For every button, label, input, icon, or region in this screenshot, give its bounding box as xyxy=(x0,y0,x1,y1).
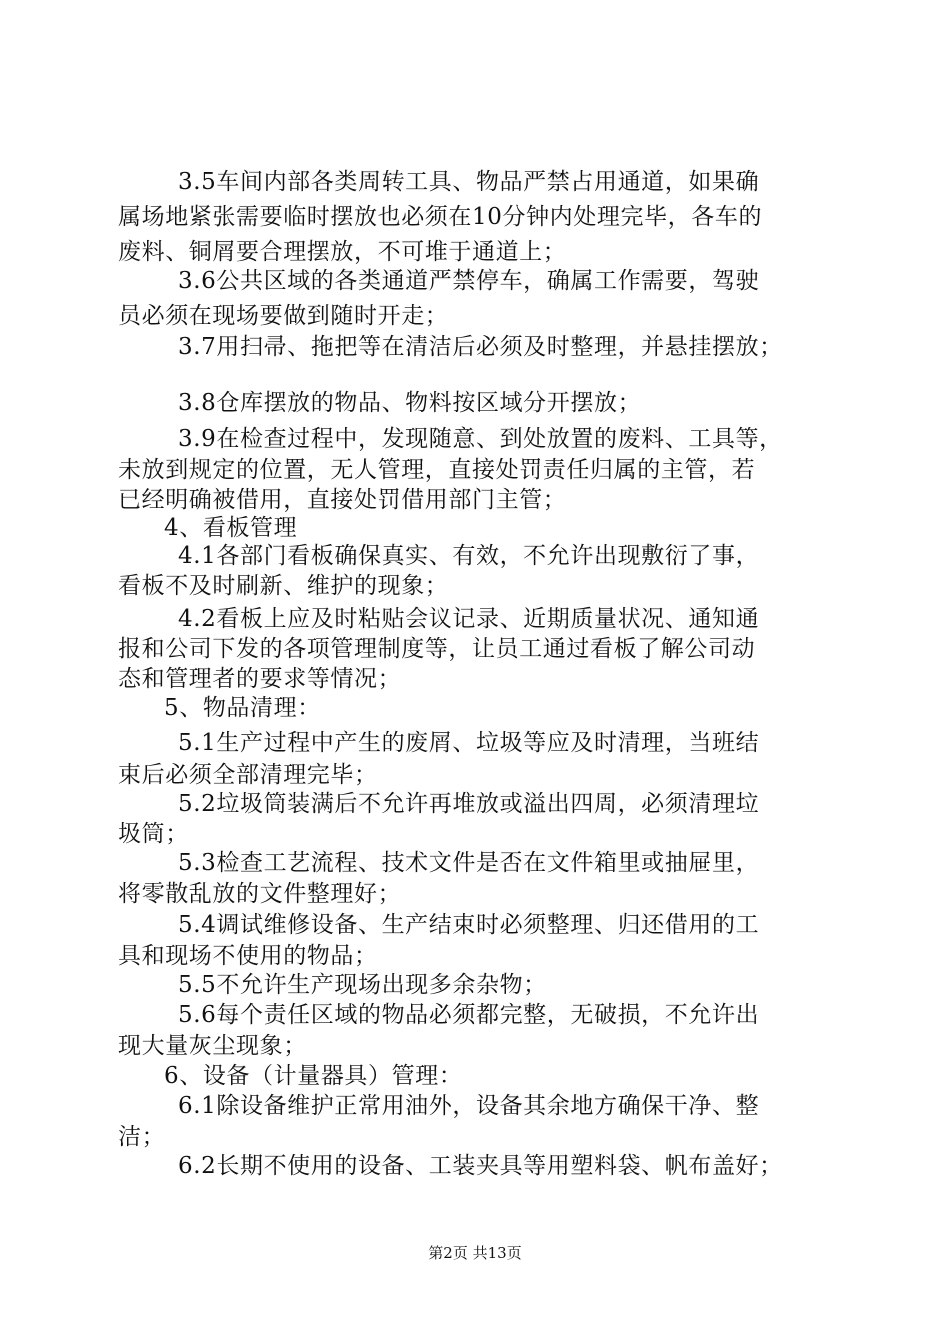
text-line: 属场地紧张需要临时摆放也必须在10分钟内处理完毕，各车的 xyxy=(118,204,763,230)
text-line: 5.3检查工艺流程、技术文件是否在文件箱里或抽屉里， xyxy=(178,850,760,876)
text-line: 6.1除设备维护正常用油外，设备其余地方确保干净、整 xyxy=(178,1093,760,1119)
text-line: 报和公司下发的各项管理制度等，让员工通过看板了解公司动 xyxy=(118,636,756,662)
text-line: 5.6每个责任区域的物品必须都完整，无破损，不允许出 xyxy=(178,1002,760,1028)
text-line: 员必须在现场要做到随时开走； xyxy=(118,303,449,329)
text-line: 看板不及时刷新、维护的现象； xyxy=(118,573,449,599)
text-line: 3.9在检查过程中，发现随意、到处放置的废料、工具等， xyxy=(178,426,783,452)
text-line: 5、物品清理： xyxy=(164,695,321,721)
text-line: 5.5不允许生产现场出现多余杂物； xyxy=(178,972,547,998)
text-line: 废料、铜屑要合理摆放，不可堆于通道上； xyxy=(118,239,567,265)
text-line: 圾筒； xyxy=(118,821,189,847)
text-line: 5.1生产过程中产生的废屑、垃圾等应及时清理，当班结 xyxy=(178,730,760,756)
text-line: 4.1各部门看板确保真实、有效，不允许出现敷衍了事， xyxy=(178,543,760,569)
text-line: 3.8仓库摆放的物品、物料按区域分开摆放； xyxy=(178,390,642,416)
text-line: 6、设备（计量器具）管理： xyxy=(164,1063,463,1089)
text-line: 已经明确被借用，直接处罚借用部门主管； xyxy=(118,487,567,513)
text-line: 态和管理者的要求等情况； xyxy=(118,666,402,692)
text-line: 3.6公共区域的各类通道严禁停车，确属工作需要，驾驶 xyxy=(178,268,760,294)
text-line: 3.5车间内部各类周转工具、物品严禁占用通道，如果确 xyxy=(178,169,760,195)
text-line: 具和现场不使用的物品； xyxy=(118,943,378,969)
text-line: 4、看板管理 xyxy=(164,515,298,541)
text-line: 4.2看板上应及时粘贴会议记录、近期质量状况、通知通 xyxy=(178,606,760,632)
text-line: 5.2垃圾筒装满后不允许再堆放或溢出四周，必须清理垃 xyxy=(178,791,760,817)
text-line: 5.4调试维修设备、生产结束时必须整理、归还借用的工 xyxy=(178,912,760,938)
text-line: 束后必须全部清理完毕； xyxy=(118,762,378,788)
text-line: 现大量灰尘现象； xyxy=(118,1033,307,1059)
text-line: 未放到规定的位置，无人管理，直接处罚责任归属的主管，若 xyxy=(118,457,756,483)
text-line: 洁； xyxy=(118,1124,166,1150)
text-line: 将零散乱放的文件整理好； xyxy=(118,881,402,907)
text-line: 3.7用扫帚、拖把等在清洁后必须及时整理，并悬挂摆放； xyxy=(178,334,783,360)
page-footer: 第2页 共13页 xyxy=(428,1244,522,1262)
text-line: 6.2长期不使用的设备、工装夹具等用塑料袋、帆布盖好； xyxy=(178,1153,783,1179)
